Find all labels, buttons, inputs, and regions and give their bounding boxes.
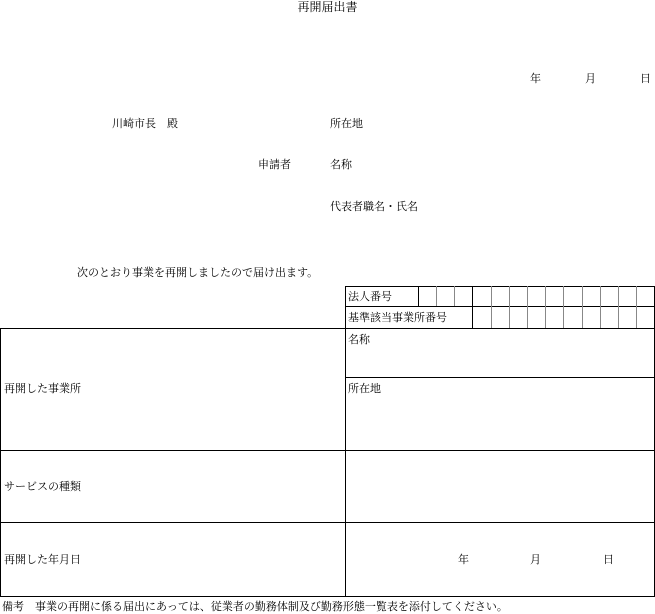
reopen-date-month-label: 月 [530,553,541,566]
date-year-label: 年 [530,72,541,85]
corp-number-label: 法人番号 [348,290,392,303]
reopen-date-year-label: 年 [458,553,469,566]
office-number-label: 基準該当事業所番号 [348,311,447,324]
applicant-name-label: 名称 [330,158,352,171]
date-day-label: 日 [640,72,651,85]
office-name-label: 名称 [348,333,370,346]
page-title: 再開届出書 [297,0,358,14]
service-type-label: サービスの種類 [4,480,81,493]
office-address-label: 所在地 [348,382,381,395]
applicant-representative-label: 代表者職名・氏名 [330,200,418,213]
date-month-label: 月 [585,72,596,85]
reopen-date-day-label: 日 [603,553,614,566]
applicant-label: 申請者 [258,158,291,171]
reopen-date-label: 再開した年月日 [4,553,81,566]
applicant-address-label: 所在地 [330,117,363,130]
note-text: 備考 事業の再開に係る届出にあっては、従業者の勤務体制及び勤務形態一覧表を添付してください。 [2,600,508,613]
reopened-office-label: 再開した事業所 [4,382,81,395]
addressee: 川崎市長 殿 [112,117,178,130]
statement-text: 次のとおり事業を再開しましたので届け出ます。 [77,266,319,279]
